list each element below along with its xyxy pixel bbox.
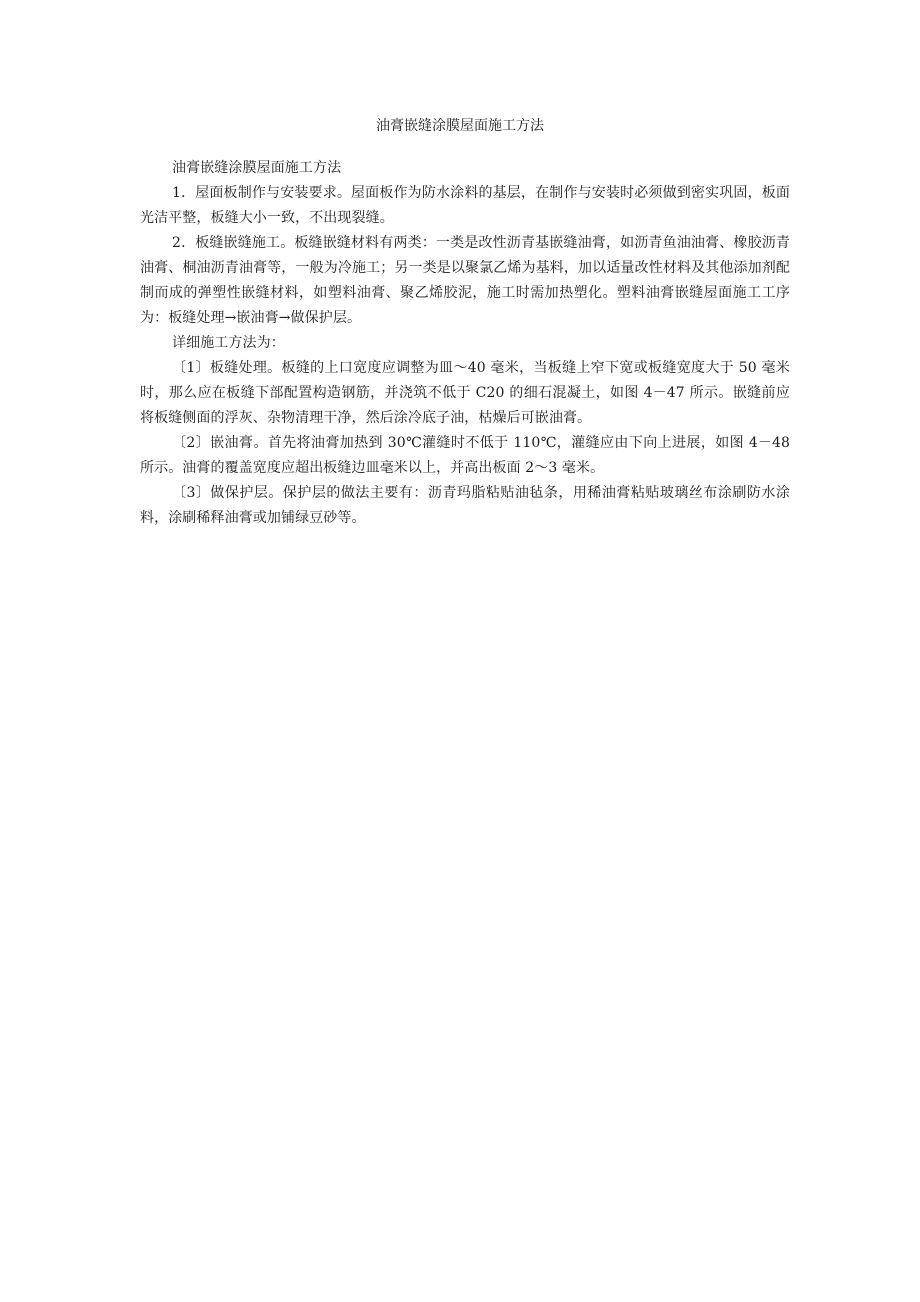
paragraph-step-2: 〔2〕嵌油膏。首先将油膏加热到 30℃灌缝时不低于 110℃，灌缝应由下向上进展，如图 4－48 所示。油膏的覆盖宽度应超出板缝边皿毫米以上，并高出板面 2～3 毫米。	[140, 435, 790, 476]
section-heading: 油膏嵌缝涂膜屋面施工方法	[172, 160, 342, 176]
paragraph-method-intro: 详细施工方法为：	[172, 335, 285, 351]
document-body	[140, 156, 790, 531]
paragraph-step-3: 〔3〕做保护层。保护层的做法主要有：沥青玛脂粘贴油毡条，用稀油膏粘贴玻璃丝布涂刷防水涂料，涂刷稀释油膏或加铺绿豆砂等。	[140, 485, 790, 526]
paragraph-roof-panel: 1．屋面板制作与安装要求。屋面板作为防水涂料的基层，在制作与安装时必须做到密实巩固，板面光洁平整，板缝大小一致，不出现裂缝。	[140, 185, 790, 226]
page-title: 油膏嵌缝涂膜屋面施工方法	[376, 118, 544, 134]
paragraph-joint-sealing: 2．板缝嵌缝施工。板缝嵌缝材料有两类：一类是改性沥青基嵌缝油膏，如沥青鱼油油膏、橡胶沥青油膏、桐油沥青油膏等，一般为冷施工；另一类是以聚氯乙烯为基料，加以适量改性材料及其他添加剂配制而成的弹塑性嵌缝材料，如塑料油膏、聚乙烯胶泥，施工时需加热塑化。塑料油膏嵌缝屋面施工工序为：板缝处理→嵌油膏→做保护层。	[140, 235, 790, 326]
paragraph-step-1: 〔1〕板缝处理。板缝的上口宽度应调整为皿～40 毫米，当板缝上窄下宽或板缝宽度大于 50 毫米时，那么应在板缝下部配置构造钢筋，并浇筑不低于 C20 的细石混凝土，如图 4－47 所示。嵌缝前应将板缝侧面的浮灰、杂物清理干净，然后涂冷底子油，枯燥后可嵌油膏。	[140, 360, 790, 426]
